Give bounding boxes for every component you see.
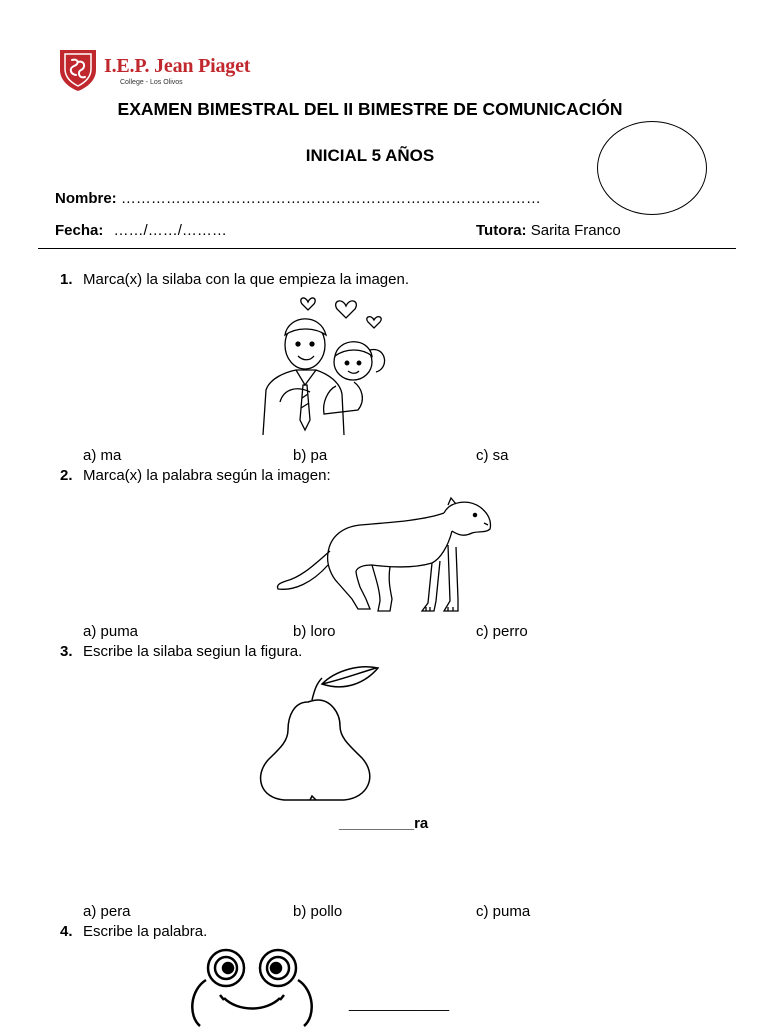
school-name: I.E.P. Jean Piaget — [104, 55, 251, 77]
question-number: 1. — [60, 271, 73, 288]
q1-option-a[interactable]: a) ma — [83, 447, 122, 464]
q1-option-b[interactable]: b) pa — [293, 447, 328, 464]
tutora-field — [476, 222, 621, 239]
puma-illustration — [272, 495, 497, 622]
frog-illustration — [186, 946, 318, 1029]
question-2 — [60, 467, 331, 484]
q2-option-c[interactable]: c) perro — [476, 623, 528, 640]
grade-circle — [597, 121, 707, 215]
question-text: Escribe la silaba segiun la figura. — [83, 643, 303, 660]
nombre-dots: ………………………………………………………………………… — [120, 190, 541, 207]
q2-option-a[interactable]: a) puma — [83, 623, 139, 640]
q3-answer-blank[interactable]: _________ra — [339, 815, 429, 832]
question-text: Marca(x) la silaba con la que empieza la imagen. — [83, 271, 409, 288]
q3-option-a[interactable]: a) pera — [83, 903, 131, 920]
fecha-label: Fecha: — [55, 222, 104, 239]
header-divider — [38, 248, 736, 249]
pear-illustration — [248, 662, 393, 812]
question-text: Escribe la palabra. — [83, 923, 208, 940]
question-number: 2. — [60, 467, 73, 484]
q1-option-c[interactable]: c) sa — [476, 447, 509, 464]
question-1 — [60, 271, 409, 288]
q2-option-b[interactable]: b) loro — [293, 623, 336, 640]
question-number: 3. — [60, 643, 73, 660]
q3-option-c[interactable]: c) puma — [476, 903, 531, 920]
fecha-value: ……/……/……… — [113, 222, 227, 239]
school-sub: College - Los Olivos — [120, 79, 183, 86]
question-3 — [60, 643, 302, 660]
exam-title: EXAMEN BIMESTRAL DEL II BIMESTRE DE COMUNICACIÓN — [117, 99, 623, 119]
tutora-label: Tutora: — [476, 222, 527, 239]
nombre-field[interactable] — [55, 190, 541, 207]
q3-option-b[interactable]: b) pollo — [293, 903, 343, 920]
question-number: 4. — [60, 923, 73, 940]
shield-icon — [58, 48, 98, 92]
question-4 — [60, 923, 207, 940]
nombre-label: Nombre: — [55, 190, 117, 207]
tutora-value: Sarita Franco — [530, 222, 621, 239]
fecha-field[interactable] — [55, 222, 227, 239]
q4-answer-blank[interactable]: ____________ — [349, 995, 450, 1012]
question-text: Marca(x) la palabra según la imagen: — [83, 467, 331, 484]
exam-subtitle: INICIAL 5 AÑOS — [305, 146, 435, 165]
father-daughter-illustration — [258, 290, 398, 440]
